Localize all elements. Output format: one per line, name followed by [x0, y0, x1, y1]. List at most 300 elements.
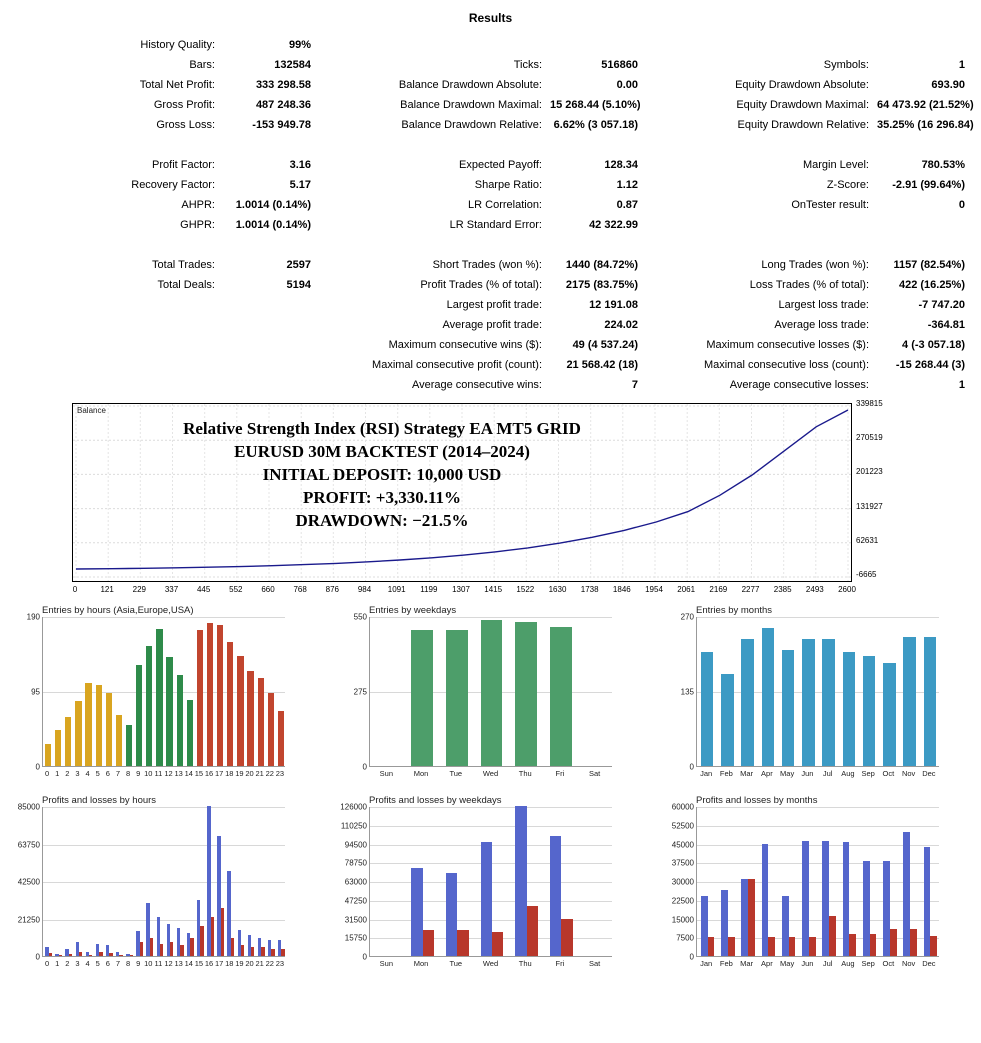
x-tick-label: 0 — [44, 959, 50, 968]
stat-value: 99% — [288, 39, 311, 51]
stat-value: 0 — [958, 199, 965, 211]
x-tick-label: 20 — [245, 959, 254, 968]
x-tick-label: 4 — [85, 959, 90, 968]
stat-value: 1157 (82.54%) — [893, 259, 965, 271]
bar — [550, 836, 561, 956]
x-tick-label: 23 — [275, 769, 285, 778]
stat-label: Loss Trades (% of total): — [749, 279, 869, 291]
bar — [241, 945, 244, 956]
bar — [843, 652, 856, 766]
x-tick-label: 2 — [65, 959, 70, 968]
y-tick-label: 30000 — [671, 877, 694, 887]
x-tick-label: 11 — [154, 959, 163, 968]
x-tick-label: Jan — [700, 959, 713, 968]
stat-label: Average consecutive losses: — [729, 379, 869, 391]
x-tick-label: Thu — [518, 769, 532, 778]
stat-label: GHPR: — [180, 219, 215, 231]
stat-row — [327, 115, 654, 135]
balance-x-tick: 2600 — [838, 585, 856, 594]
y-tick-label: 126000 — [340, 802, 367, 812]
stat-row — [0, 115, 327, 135]
bars-container — [370, 617, 612, 766]
stat-label: Z-Score: — [826, 179, 869, 191]
y-tick-label: 94500 — [344, 840, 367, 849]
bar — [843, 842, 850, 956]
plot-area — [17, 802, 285, 962]
bar — [278, 711, 284, 766]
y-tick-label: 0 — [35, 952, 40, 962]
x-tick-label: 18 — [225, 959, 234, 968]
bar — [221, 908, 224, 956]
y-tick-label: 135 — [680, 687, 694, 697]
stat-row — [0, 195, 327, 215]
bar — [69, 954, 72, 956]
stat-row — [0, 255, 327, 275]
stat-value: 224.02 — [604, 319, 638, 331]
stat-value: 64 473.92 (21.52%) — [877, 99, 974, 111]
x-tick-label: Thu — [518, 959, 532, 968]
bar — [721, 890, 728, 956]
stat-label: Ticks: — [513, 59, 542, 71]
bar — [903, 637, 916, 766]
stat-label: History Quality: — [140, 39, 215, 51]
bar — [822, 639, 835, 766]
x-tick-label: Wed — [482, 959, 499, 968]
balance-x-tick: 1415 — [484, 585, 503, 594]
bar — [446, 873, 457, 956]
x-tick-label: May — [780, 769, 795, 778]
x-axis-labels — [696, 959, 939, 971]
stat-row — [0, 215, 327, 235]
plot-area — [680, 612, 939, 772]
stat-row — [0, 315, 327, 335]
x-tick-label: Mon — [413, 959, 429, 968]
stat-row — [327, 55, 654, 75]
x-tick-label: 2 — [65, 769, 70, 778]
balance-x-tick: 2385 — [773, 585, 792, 594]
x-tick-label: 17 — [215, 769, 224, 778]
bar — [411, 630, 433, 766]
bars-container — [697, 807, 939, 956]
x-tick-label: 3 — [75, 959, 80, 968]
x-tick-label: Mar — [740, 959, 754, 968]
bar — [457, 930, 468, 956]
stat-row — [0, 235, 327, 255]
bar — [829, 916, 836, 956]
stat-value: 5194 — [286, 279, 311, 291]
statistics-block — [0, 35, 981, 395]
bar — [146, 646, 152, 766]
x-tick-label: 6 — [105, 769, 110, 778]
bar — [423, 930, 434, 956]
balance-x-tick: 1954 — [645, 585, 663, 594]
x-tick-label: 20 — [245, 769, 254, 778]
balance-x-tick: 2169 — [709, 585, 728, 594]
stat-row — [0, 55, 327, 75]
stat-row — [327, 315, 654, 335]
balance-x-tick: 1091 — [387, 585, 406, 594]
plot-area — [340, 802, 612, 962]
bar — [75, 701, 81, 766]
x-tick-label: 12 — [164, 959, 173, 968]
stat-value: -364.81 — [927, 319, 965, 331]
balance-legend: Balance — [77, 406, 106, 415]
stat-row — [0, 135, 327, 155]
bar — [258, 678, 264, 766]
bar — [106, 693, 112, 766]
x-tick-label: 3 — [75, 769, 80, 778]
balance-x-tick: 1522 — [516, 585, 535, 594]
stat-value: 7 — [631, 379, 638, 391]
stat-label: Average loss trade: — [774, 319, 869, 331]
bar — [268, 693, 274, 766]
y-tick-label: 21250 — [17, 915, 40, 924]
x-tick-label: 0 — [44, 769, 50, 778]
stat-row — [654, 35, 981, 55]
stat-row — [327, 375, 654, 395]
chart-title: Entries by weekdays — [369, 605, 457, 616]
stat-value: 4 (-3 057.18) — [902, 339, 965, 351]
stat-value: -7 747.20 — [918, 299, 965, 311]
x-tick-label: 10 — [144, 959, 153, 968]
stat-value: 1.0014 (0.14%) — [235, 199, 311, 211]
chart-title: Entries by hours (Asia,Europe,USA) — [42, 605, 194, 616]
stat-row — [0, 155, 327, 175]
x-tick-label: Apr — [761, 959, 773, 968]
bar — [782, 896, 789, 956]
x-tick-label: 8 — [125, 769, 131, 778]
x-tick-label: 17 — [215, 959, 224, 968]
x-tick-label: 13 — [174, 769, 183, 778]
page-title: Results — [468, 11, 513, 25]
x-tick-label: Nov — [901, 959, 916, 968]
y-tick-label: 550 — [353, 612, 367, 622]
x-tick-label: Jul — [822, 769, 833, 778]
bar — [930, 936, 937, 956]
x-tick-label: Jun — [801, 959, 814, 968]
stat-label: Average profit trade: — [442, 319, 542, 331]
y-tick-label: 95 — [31, 687, 40, 697]
stat-value: 35.25% (16 296.84) — [877, 119, 974, 131]
y-tick-label: 0 — [689, 762, 694, 772]
bar — [411, 868, 422, 956]
stat-label: Total Net Profit: — [139, 79, 215, 91]
bar — [126, 725, 132, 766]
balance-x-tick: 445 — [196, 585, 211, 594]
stats-column-3 — [654, 35, 981, 395]
overlay-line: DRAWDOWN: −21.5% — [295, 511, 469, 530]
x-tick-label: Feb — [719, 769, 733, 778]
bar — [492, 932, 503, 956]
x-tick-label: Dec — [922, 769, 936, 778]
stat-row — [0, 355, 327, 375]
balance-x-tick: 1630 — [548, 585, 567, 594]
bar — [809, 937, 816, 956]
y-tick-label: 85000 — [17, 802, 40, 812]
x-tick-label: Fri — [555, 769, 565, 778]
stat-row — [654, 235, 981, 255]
x-tick-label: Sun — [379, 769, 394, 778]
bar — [116, 715, 122, 766]
bar — [768, 937, 775, 956]
bar — [883, 663, 896, 766]
y-tick-label: 60000 — [671, 802, 694, 812]
stat-label: Maximal consecutive loss (count): — [703, 359, 869, 371]
bar — [281, 949, 284, 956]
x-tick-label: Sun — [379, 959, 394, 968]
x-tick-label: Sep — [861, 769, 875, 778]
bar — [231, 938, 234, 956]
balance-x-tick: 2061 — [677, 585, 696, 594]
stat-label: Balance Drawdown Absolute: — [398, 79, 542, 91]
stat-value: -15 268.44 (3) — [895, 359, 965, 371]
balance-y-tick: -6665 — [856, 570, 877, 579]
y-tick-label: 22500 — [671, 896, 694, 906]
bar — [89, 955, 92, 956]
stat-value: 0.87 — [616, 199, 638, 211]
stat-row — [327, 195, 654, 215]
stat-value: 333 298.58 — [255, 79, 311, 91]
stat-label: Margin Level: — [802, 159, 869, 171]
x-tick-label: 19 — [235, 959, 244, 968]
balance-x-axis-labels — [72, 585, 862, 597]
bar — [160, 944, 163, 956]
x-tick-label: 9 — [136, 959, 141, 968]
y-tick-label: 63000 — [344, 877, 367, 887]
stat-row — [327, 135, 654, 155]
stat-value: 780.53% — [921, 159, 965, 171]
bar — [762, 628, 775, 766]
y-tick-label: 0 — [35, 762, 40, 772]
balance-y-tick: 201223 — [856, 467, 883, 477]
bar — [217, 625, 223, 766]
balance-x-tick: 2493 — [805, 585, 824, 594]
bar — [561, 919, 572, 956]
x-tick-label: 23 — [275, 959, 285, 968]
stat-value: 693.90 — [931, 79, 965, 91]
bar — [701, 652, 714, 766]
bar — [200, 926, 203, 956]
bar — [55, 730, 61, 766]
stat-label: Maximum consecutive losses ($): — [706, 339, 869, 351]
x-tick-label: Tue — [449, 959, 463, 968]
stat-label: LR Correlation: — [468, 199, 542, 211]
x-tick-label: Apr — [761, 769, 773, 778]
bar — [481, 842, 492, 956]
x-tick-label: 18 — [225, 769, 234, 778]
x-tick-label: Feb — [719, 959, 733, 968]
stat-value: 2175 (83.75%) — [565, 279, 638, 291]
bar — [197, 630, 203, 766]
overlay-line: Relative Strength Index (RSI) Strategy EA MT5 GRID — [183, 419, 581, 438]
stat-value: 15 268.44 (5.10%) — [550, 99, 641, 111]
stat-value: 1 — [958, 59, 965, 71]
balance-x-tick: 876 — [325, 585, 340, 594]
bars-container — [43, 807, 285, 956]
y-tick-label: 31500 — [344, 915, 367, 924]
x-tick-label: Mar — [740, 769, 754, 778]
bar — [822, 841, 829, 956]
x-tick-label: 16 — [204, 959, 214, 968]
balance-x-tick: 1199 — [420, 585, 438, 594]
stat-value: 128.34 — [604, 159, 638, 171]
stat-label: AHPR: — [181, 199, 215, 211]
stat-label: Equity Drawdown Maximal: — [736, 99, 869, 111]
stat-value: -153 949.78 — [252, 119, 311, 131]
stats-column-1 — [0, 35, 327, 395]
stat-row — [327, 75, 654, 95]
stat-label: Balance Drawdown Maximal: — [400, 99, 542, 111]
x-tick-label: May — [780, 959, 795, 968]
bar — [59, 955, 62, 956]
bar — [237, 656, 243, 766]
stat-value: 3.16 — [289, 159, 311, 171]
x-tick-label: 13 — [174, 959, 183, 968]
bar — [890, 929, 897, 957]
bar — [65, 717, 71, 766]
x-tick-label: 12 — [164, 769, 173, 778]
balance-x-tick: 2277 — [741, 585, 760, 594]
y-tick-label: 15750 — [344, 933, 367, 943]
y-tick-label: 37500 — [671, 858, 694, 868]
balance-y-tick: 131927 — [856, 501, 883, 511]
balance-x-tick: 1846 — [612, 585, 631, 594]
x-tick-label: Wed — [482, 769, 499, 778]
y-tick-label: 15000 — [671, 915, 694, 924]
x-tick-label: 4 — [85, 769, 90, 778]
stat-row — [654, 215, 981, 235]
balance-y-tick: 339815 — [856, 399, 883, 408]
plot-area — [26, 612, 285, 772]
overlay-line: EURUSD 30M BACKTEST (2014–2024) — [234, 442, 530, 461]
bar — [741, 879, 748, 957]
overlay-line: INITIAL DEPOSIT: 10,000 USD — [262, 465, 502, 484]
stat-row — [327, 175, 654, 195]
stat-label: Equity Drawdown Relative: — [737, 119, 869, 131]
x-tick-label: 5 — [95, 769, 100, 778]
balance-x-tick: 0 — [72, 585, 78, 594]
chart-entries-by-hours — [0, 605, 327, 795]
bar — [701, 896, 708, 956]
stat-label: Short Trades (won %): — [432, 259, 542, 271]
stat-value: 1.0014 (0.14%) — [235, 219, 311, 231]
chart-title: Profits and losses by hours — [42, 795, 157, 806]
stat-value: 487 248.36 — [255, 99, 311, 111]
bar — [782, 650, 795, 766]
bar — [49, 953, 52, 956]
chart-profits-losses-by-weekdays — [327, 795, 654, 985]
stat-value: 49 (4 537.24) — [572, 339, 638, 351]
stat-label: Gross Profit: — [153, 99, 215, 111]
x-axis-labels — [369, 769, 612, 781]
bar — [119, 955, 122, 956]
stat-row — [654, 315, 981, 335]
x-tick-label: Tue — [449, 769, 463, 778]
balance-x-tick: 660 — [261, 585, 275, 594]
x-tick-label: Oct — [882, 769, 895, 778]
bar — [863, 861, 870, 956]
bar — [870, 934, 877, 957]
y-tick-label: 190 — [26, 612, 40, 622]
x-axis-labels — [42, 769, 285, 781]
stat-label: Recovery Factor: — [131, 179, 215, 191]
y-tick-label: 63750 — [17, 840, 40, 849]
x-tick-label: 21 — [255, 769, 264, 778]
charts-row-profits — [0, 795, 981, 985]
bar — [247, 671, 253, 766]
stat-row — [654, 115, 981, 135]
bar — [177, 675, 183, 766]
stat-label: Maximal consecutive profit (count): — [372, 359, 542, 371]
stat-value: 1.12 — [616, 179, 638, 191]
bar — [883, 861, 890, 956]
bar — [156, 629, 162, 766]
x-tick-label: 7 — [115, 959, 121, 968]
x-axis-labels — [369, 959, 612, 971]
balance-x-tick: 1738 — [580, 585, 599, 594]
x-axis-labels — [696, 769, 939, 781]
balance-y-tick: 270519 — [856, 433, 883, 443]
bar — [251, 947, 254, 956]
bar — [136, 665, 142, 766]
stat-value: 21 568.42 (18) — [566, 359, 638, 371]
x-tick-label: 1 — [55, 959, 60, 968]
stat-row — [0, 335, 327, 355]
y-tick-label: 0 — [362, 952, 367, 962]
stat-value: 132584 — [274, 59, 311, 71]
stat-label: Balance Drawdown Relative: — [401, 119, 542, 131]
bar — [207, 623, 213, 766]
x-tick-label: 21 — [255, 959, 264, 968]
x-tick-label: 19 — [235, 769, 244, 778]
stat-row — [327, 255, 654, 275]
stat-value: 422 (16.25%) — [898, 279, 965, 291]
bar — [79, 952, 82, 956]
stat-row — [654, 255, 981, 275]
x-tick-label: 11 — [154, 769, 163, 778]
stat-row — [327, 215, 654, 235]
y-tick-label: 0 — [689, 952, 694, 962]
stat-label: Maximum consecutive wins ($): — [388, 339, 542, 351]
y-tick-label: 52500 — [671, 821, 694, 831]
stat-row — [654, 275, 981, 295]
stat-row — [654, 195, 981, 215]
bar — [446, 630, 468, 766]
x-tick-label: Fri — [555, 959, 565, 968]
stat-row — [654, 175, 981, 195]
bar — [187, 700, 193, 766]
bar — [762, 844, 769, 957]
stat-value: 2597 — [286, 259, 311, 271]
balance-y-tick: 62631 — [856, 535, 879, 545]
bar — [109, 953, 112, 956]
bar — [721, 674, 734, 766]
stat-label: Average consecutive wins: — [411, 379, 542, 391]
stat-value: 5.17 — [289, 179, 311, 191]
bar — [924, 637, 937, 766]
bar — [227, 642, 233, 766]
bar — [550, 627, 572, 766]
stat-label: Symbols: — [823, 59, 869, 71]
stat-value: 42 322.99 — [589, 219, 638, 231]
x-tick-label: 15 — [194, 769, 204, 778]
x-tick-label: 15 — [194, 959, 204, 968]
x-tick-label: Mon — [413, 769, 429, 778]
x-axis-labels — [42, 959, 285, 971]
stat-value: -2.91 (99.64%) — [892, 179, 965, 191]
stat-row — [0, 35, 327, 55]
bar — [903, 832, 910, 956]
